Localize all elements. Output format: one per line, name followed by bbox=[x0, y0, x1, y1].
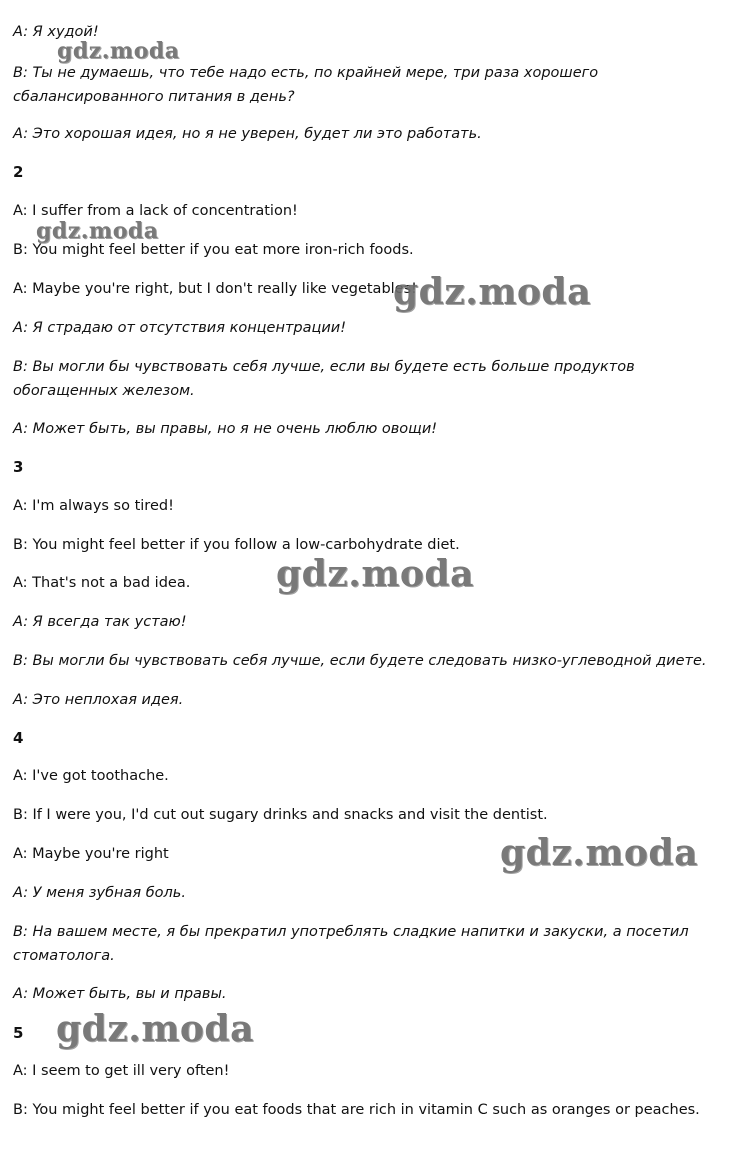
watermark-logo: gdz.moda bbox=[276, 553, 474, 595]
line-a-not-bad: A: That's not a bad idea. bbox=[13, 575, 191, 591]
line-b-iron-ru: B: Вы могли бы чувствовать себя лучше, если вы будете есть больше продуктов обогащенных железом. bbox=[13, 359, 635, 399]
line-b-diet-ru: B: Вы могли бы чувствовать себя лучше, если будете следовать низко-углеводной диете. bbox=[13, 653, 707, 669]
line-b-diet: B: You might feel better if you follow a low-carbohydrate diet. bbox=[13, 537, 460, 553]
line-a-not-bad-ru: A: Это неплохая идея. bbox=[13, 692, 184, 708]
line-a-vegetables: A: Maybe you're right, but I don't really like vegetables! bbox=[13, 281, 417, 297]
line-a-concentration-ru: A: Я страдаю от отсутствия концентрации! bbox=[13, 320, 347, 336]
line-a-thin: A: Я худой! bbox=[13, 24, 99, 40]
line-a-right-ru: A: Может быть, вы и правы. bbox=[13, 986, 227, 1002]
line-b-dentist: B: If I were you, I'd cut out sugary drinks and snacks and visit the dentist. bbox=[13, 807, 548, 823]
line-a-idea: A: Это хорошая идея, но я не уверен, будет ли это работать. bbox=[13, 126, 482, 142]
line-a-toothache: A: I've got toothache. bbox=[13, 768, 169, 784]
watermark-logo: gdz.moda bbox=[56, 1008, 254, 1050]
line-a-vegetables-ru: A: Может быть, вы правы, но я не очень люблю овощи! bbox=[13, 421, 438, 437]
watermark-logo: gdz.moda bbox=[36, 218, 159, 244]
line-a-ill: A: I seem to get ill very often! bbox=[13, 1063, 230, 1079]
line-a-toothache-ru: A: У меня зубная боль. bbox=[13, 885, 186, 901]
section-number-4: 4 bbox=[13, 729, 24, 747]
watermark-logo: gdz.moda bbox=[393, 271, 591, 313]
watermark-logo: gdz.moda bbox=[57, 38, 180, 64]
watermark-logo: gdz.moda bbox=[500, 832, 698, 874]
line-a-concentration: A: I suffer from a lack of concentration! bbox=[13, 203, 298, 219]
line-a-right: A: Maybe you're right bbox=[13, 846, 169, 862]
line-b-meals: B: Ты не думаешь, что тебе надо есть, по крайней мере, три раза хорошего сбалансированного питания в день? bbox=[13, 65, 599, 105]
section-number-5: 5 bbox=[13, 1024, 24, 1042]
line-b-dentist-ru: B: На вашем месте, я бы прекратил употреблять сладкие напитки и закуски, а посетил стоматолога. bbox=[13, 924, 689, 964]
line-a-tired: A: I'm always so tired! bbox=[13, 498, 174, 514]
section-number-3: 3 bbox=[13, 458, 24, 476]
line-b-iron: B: You might feel better if you eat more iron-rich foods. bbox=[13, 242, 414, 258]
line-a-tired-ru: A: Я всегда так устаю! bbox=[13, 614, 187, 630]
section-number-2: 2 bbox=[13, 163, 24, 181]
line-b-vitamin: B: You might feel better if you eat foods that are rich in vitamin C such as oranges or peaches. bbox=[13, 1102, 700, 1118]
